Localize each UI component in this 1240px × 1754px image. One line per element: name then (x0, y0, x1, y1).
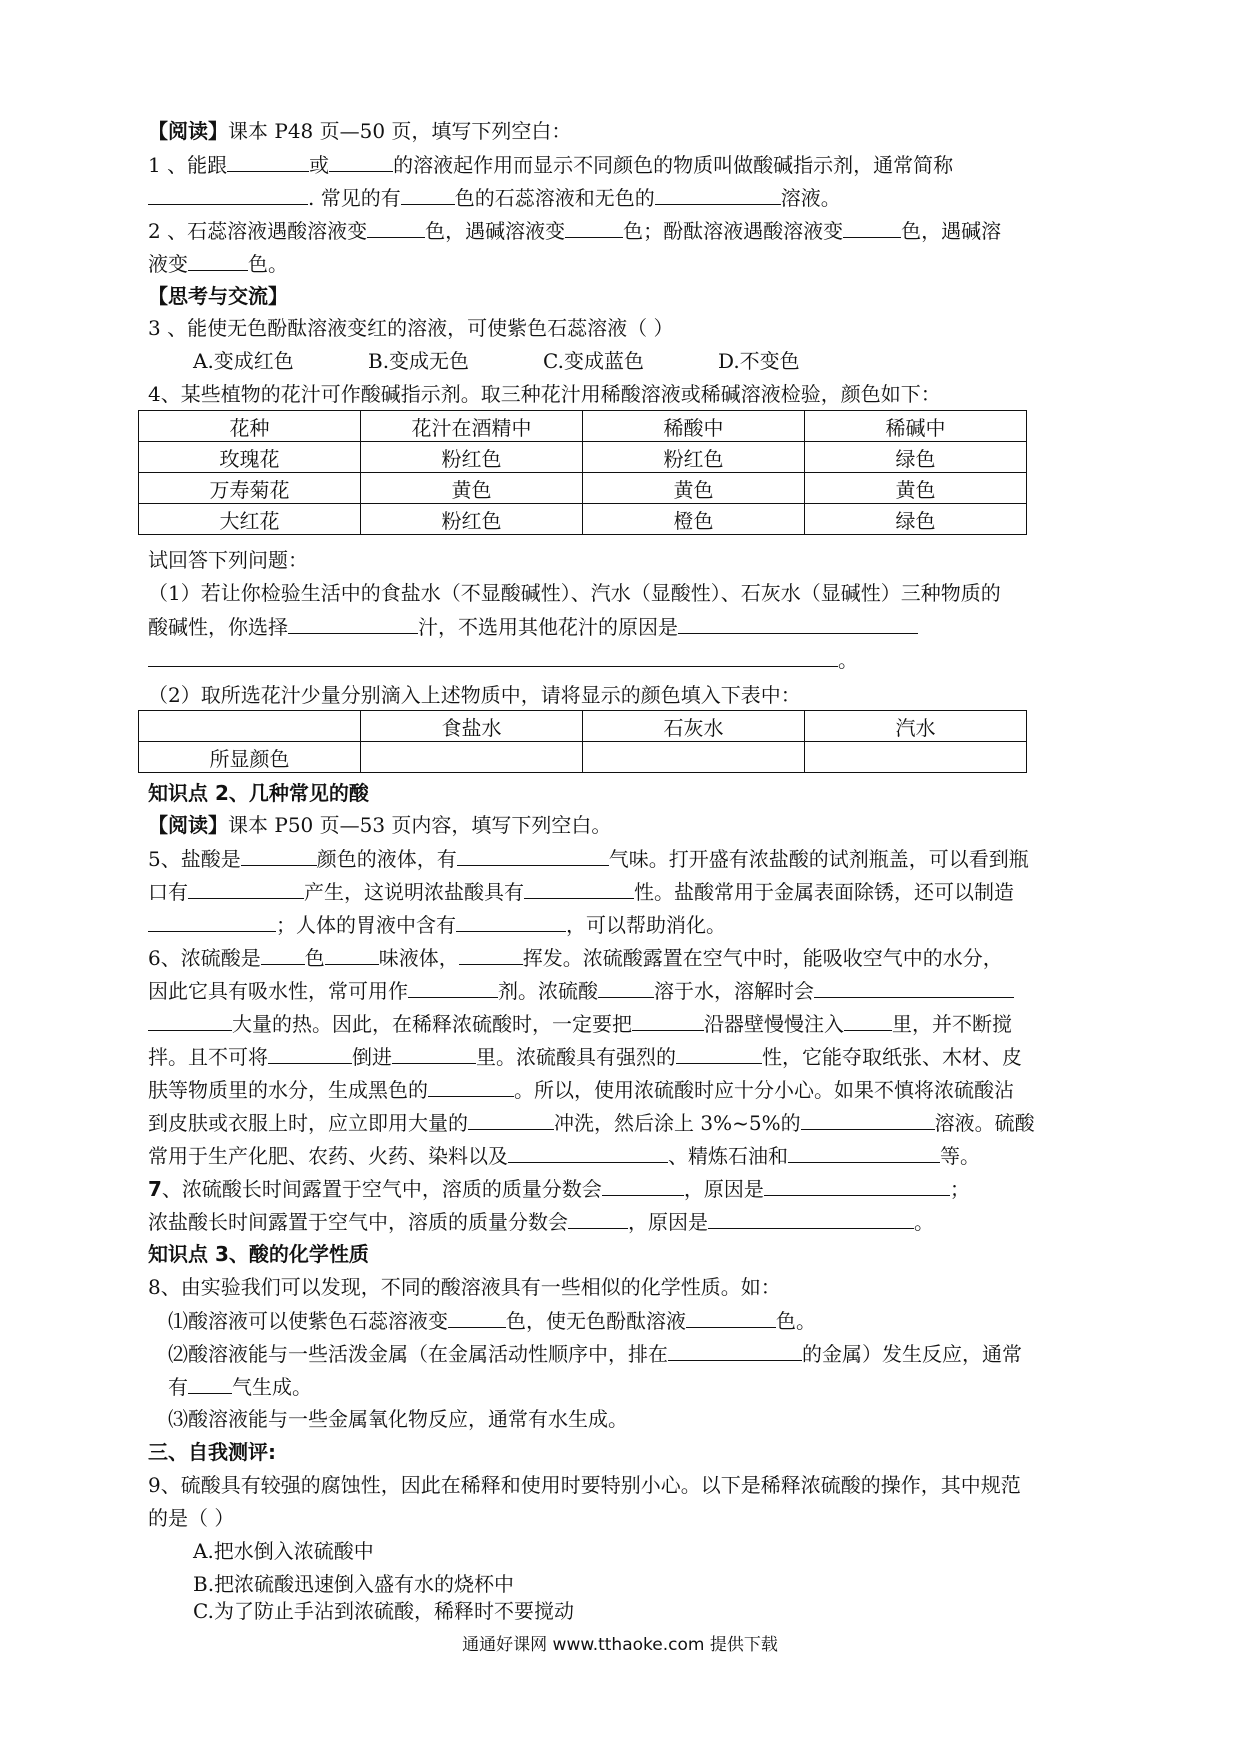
blank[interactable] (456, 909, 566, 932)
table-header: 稀碱中 (805, 411, 1027, 442)
blank[interactable] (814, 975, 1014, 998)
table-cell: 粉红色 (583, 442, 805, 473)
q8-text: 的金属）发生反应，通常 (802, 1342, 1022, 1366)
q3-option-d[interactable]: D.不变色 (718, 349, 800, 373)
q6-text: 剂。浓硫酸 (498, 979, 598, 1003)
table-cell: 橙色 (583, 504, 805, 535)
q6-text: 溶于水，溶解时会 (654, 979, 814, 1003)
blank[interactable] (565, 215, 623, 238)
table-cell: 粉红色 (361, 442, 583, 473)
q5-text: 性。盐酸常用于金属表面除锈，还可以制造 (634, 880, 1014, 904)
blank[interactable] (268, 1041, 352, 1064)
q1-text-b: 或 (309, 153, 330, 177)
answer-cell[interactable] (361, 742, 583, 773)
table-row (139, 442, 1027, 473)
blank[interactable] (241, 843, 317, 866)
blank[interactable] (457, 843, 609, 866)
answer-cell[interactable] (805, 742, 1027, 773)
blank[interactable] (148, 644, 838, 667)
blank[interactable] (524, 876, 634, 899)
q9-stem-line1: 9、硫酸具有较强的腐蚀性，因此在稀释和使用时要特别小心。以下是稀释浓硫酸的操作，其中规范 (148, 1473, 1021, 1497)
q6-text: 到皮肤或衣服上时，应立即用大量的 (148, 1111, 468, 1135)
q6-text: 大量的热。因此，在稀释浓硫酸时，一定要把 (232, 1012, 632, 1036)
blank[interactable] (148, 1008, 232, 1031)
q6-text: 溶液。硫酸 (934, 1111, 1035, 1135)
blank[interactable] (843, 215, 901, 238)
table-header: 花种 (139, 411, 361, 442)
kp2-title: 知识点 2、几种常见的酸 (148, 781, 369, 805)
q7-line2 (148, 1206, 1103, 1237)
reading1-text: 课本 P48 页—50 页，填写下列空白： (228, 119, 572, 143)
q3-option-a[interactable]: A.变成红色 (193, 349, 294, 373)
q6-text: 。所以，使用浓硫酸时应十分小心。如果不慎将浓硫酸沾 (514, 1078, 1014, 1102)
blank[interactable] (655, 182, 781, 205)
blank[interactable] (227, 149, 309, 172)
q6-text: 沿器壁慢慢注入 (704, 1012, 844, 1036)
q8-part1 (168, 1305, 1123, 1336)
q8-part3: ⑶酸溶液能与一些金属氧化物反应，通常有水生成。 (168, 1407, 628, 1431)
answer-cell[interactable] (583, 742, 805, 773)
blank[interactable] (392, 1041, 476, 1064)
blank[interactable] (459, 942, 523, 965)
blank[interactable] (686, 1305, 776, 1328)
table-header: 食盐水 (361, 711, 583, 742)
q6-line7 (148, 1140, 1103, 1171)
q6-text: 、精炼石油和 (668, 1144, 788, 1168)
q5-text: ；人体的胃液中含有 (276, 913, 456, 937)
q6-line3 (148, 1008, 1103, 1039)
q7-text: 浓盐酸长时间露置于空气中，溶质的质量分数会 (148, 1210, 568, 1234)
table-row (139, 504, 1027, 535)
q2-line1 (148, 215, 1103, 246)
q8-text: 有 (168, 1375, 188, 1399)
q2-text-d: 色，遇碱溶 (901, 219, 1002, 243)
kp3-title: 知识点 3、酸的化学性质 (148, 1242, 369, 1266)
q6-text: 冲洗，然后涂上 3%~5%的 (554, 1111, 801, 1135)
reading1-title: 【阅读】 (148, 119, 228, 143)
q6-line5 (148, 1074, 1103, 1105)
table-row (139, 742, 1027, 773)
table-header-row (139, 411, 1027, 442)
q2-text-f: 色。 (248, 252, 288, 276)
table-cell: 黄色 (361, 473, 583, 504)
q6-text: 常用于生产化肥、农药、火药、染料以及 (148, 1144, 508, 1168)
q5-text: 口有 (148, 880, 188, 904)
q4-part1-line2 (148, 611, 1103, 642)
q9-option-a[interactable]: A.把水倒入浓硫酸中 (193, 1539, 374, 1563)
table-cell: 黄色 (805, 473, 1027, 504)
blank[interactable] (408, 975, 498, 998)
q6-line1 (148, 942, 1103, 973)
color-table (138, 710, 1027, 773)
table-cell: 大红花 (139, 504, 361, 535)
blank[interactable] (801, 1107, 935, 1130)
blank[interactable] (708, 1206, 914, 1229)
table-cell: 绿色 (805, 504, 1027, 535)
q7-text: ，原因是 (628, 1210, 708, 1234)
q6-line6 (148, 1107, 1103, 1138)
blank[interactable] (468, 1107, 554, 1130)
blank[interactable] (325, 942, 379, 965)
q5-text: 气味。打开盛有浓盐酸的试剂瓶盖，可以看到瓶 (608, 847, 1029, 871)
blank[interactable] (188, 1371, 232, 1394)
blank[interactable] (367, 215, 425, 238)
q5-line2 (148, 876, 1103, 907)
q4-part2: （2）取所选花汁少量分别滴入上述物质中，请将显示的颜色填入下表中： (148, 683, 801, 707)
table-cell: 粉红色 (361, 504, 583, 535)
reading2-text: 课本 P50 页—53 页内容，填写下列空白。 (228, 813, 612, 837)
q5-text: ，可以帮助消化。 (566, 913, 726, 937)
table-row (139, 473, 1027, 504)
blank[interactable] (148, 909, 276, 932)
q6-text: 等。 (940, 1144, 980, 1168)
q3-option-c[interactable]: C.变成蓝色 (543, 349, 644, 373)
blank[interactable] (448, 1305, 506, 1328)
q8-text: 色。 (776, 1309, 816, 1333)
table-header-row (139, 711, 1027, 742)
blank[interactable] (401, 182, 455, 205)
table-cell: 所显颜色 (139, 742, 361, 773)
blank[interactable] (148, 182, 308, 205)
q8-part2-line1 (168, 1338, 1123, 1369)
q9-option-c[interactable]: C.为了防止手沾到浓硫酸，稀释时不要搅动 (193, 1599, 574, 1623)
reading1-line (148, 116, 1103, 146)
q2-line2 (148, 248, 1103, 279)
q5-line3 (148, 909, 1103, 940)
q4-text: 酸碱性，你选择 (148, 615, 288, 639)
q1-text-e: 色的石蕊溶液和无色的 (454, 186, 655, 210)
table-cell: 绿色 (805, 442, 1027, 473)
q6-text: 里，并不断搅 (892, 1012, 1012, 1036)
blank[interactable] (764, 1173, 950, 1196)
flower-table (138, 410, 1027, 535)
q6-text: 拌。且不可将 (148, 1045, 268, 1069)
table-header: 汽水 (805, 711, 1027, 742)
q4-stem: 4、某些植物的花汁可作酸碱指示剂。取三种花汁用稀酸溶液或稀碱溶液检验，颜色如下： (148, 382, 941, 406)
q2-text-b: 色，遇碱溶液变 (425, 219, 566, 243)
q8-part2-line2 (168, 1371, 1123, 1402)
reading2-title: 【阅读】 (148, 813, 228, 837)
q4-text: 。 (838, 648, 858, 672)
q6-line4 (148, 1041, 1103, 1072)
q6-text: 肤等物质里的水分，生成黑色的 (148, 1078, 428, 1102)
blank[interactable] (844, 1008, 892, 1031)
blank[interactable] (261, 942, 305, 965)
q6-text: 挥发。浓硫酸露置在空气中时，能吸收空气中的水分， (522, 946, 1003, 970)
q7-text: ，原因是 (683, 1177, 764, 1201)
blank[interactable] (632, 1008, 704, 1031)
q9-option-b[interactable]: B.把浓硫酸迅速倒入盛有水的烧杯中 (193, 1572, 515, 1596)
q7-line1 (148, 1173, 1103, 1204)
blank[interactable] (288, 611, 418, 634)
q1-line2 (148, 182, 1103, 213)
table-cell: 万寿菊花 (139, 473, 361, 504)
blank[interactable] (428, 1074, 514, 1097)
q8-text: ⑵酸溶液能与一些活泼金属（在金属活动性顺序中，排在 (168, 1342, 668, 1366)
think-title: 【思考与交流】 (148, 284, 288, 308)
q6-text: 因此它具有吸水性，常可用作 (148, 979, 408, 1003)
q7-number: 7 (148, 1177, 162, 1201)
table-cell: 黄色 (583, 473, 805, 504)
q4-part1-line3 (148, 644, 1103, 675)
q1-text-c: 的溶液起作用而显示不同颜色的物质叫做酸碱指示剂，通常简称 (393, 153, 954, 177)
q3-option-b[interactable]: B.变成无色 (368, 349, 470, 373)
q1-line1 (148, 149, 1103, 180)
blank[interactable] (678, 611, 918, 634)
blank[interactable] (598, 975, 654, 998)
q5-text: 颜色的液体，有 (316, 847, 457, 871)
q4-part1-line1: （1）若让你检验生活中的食盐水（不显酸碱性）、汽水（显酸性）、石灰水（显碱性）三种物质的 (148, 581, 1001, 605)
q6-text: 倒进 (352, 1045, 392, 1069)
blank[interactable] (668, 1338, 802, 1361)
footer-credit: 通通好课网 www.tthaoke.com 提供下载 (462, 1635, 778, 1655)
blank[interactable] (188, 876, 304, 899)
q7-text: 。 (914, 1210, 934, 1234)
table-header: 稀酸中 (583, 411, 805, 442)
reading2-line (148, 810, 1103, 840)
q6-line2 (148, 975, 1103, 1006)
q3-stem: 3 、能使无色酚酞溶液变红的溶液，可使紫色石蕊溶液（ ） (148, 316, 674, 340)
q4-text: 汁，不选用其他花汁的原因是 (418, 615, 678, 639)
q8-text: 色，使无色酚酞溶液 (506, 1309, 686, 1333)
q6-text: 6、浓硫酸是 (148, 946, 261, 970)
table-header (139, 711, 361, 742)
table-cell: 玫瑰花 (139, 442, 361, 473)
q7-text: ； (949, 1177, 970, 1201)
q8-text: ⑴酸溶液可以使紫色石蕊溶液变 (168, 1309, 448, 1333)
q1-text-f: 溶液。 (780, 186, 841, 210)
q6-text: 里。浓硫酸具有强烈的 (476, 1045, 676, 1069)
q2-text-c: 色；酚酞溶液遇酸溶液变 (623, 219, 844, 243)
self-test-title: 三、自我测评: (148, 1440, 276, 1464)
table-header: 石灰水 (583, 711, 805, 742)
q1-text-d: . 常见的有 (308, 186, 401, 210)
q5-text: 5、盐酸是 (148, 847, 241, 871)
q6-text: 色 (304, 946, 325, 970)
blank[interactable] (329, 149, 393, 172)
q5-line1 (148, 843, 1103, 874)
table-header: 花汁在酒精中 (361, 411, 583, 442)
q9-stem-line2: 的是（ ） (148, 1506, 235, 1530)
q4-prompt: 试回答下列问题： (148, 548, 308, 572)
q8-text: 气生成。 (232, 1375, 312, 1399)
q7-text: 、浓硫酸长时间露置于空气中，溶质的质量分数会 (161, 1177, 602, 1201)
blank[interactable] (188, 248, 248, 271)
q2-text-e: 液变 (148, 252, 188, 276)
q3-options (193, 346, 1148, 376)
blank[interactable] (602, 1173, 684, 1196)
blank[interactable] (788, 1140, 940, 1163)
q5-text: 产生，这说明浓盐酸具有 (304, 880, 524, 904)
blank[interactable] (568, 1206, 628, 1229)
blank[interactable] (508, 1140, 668, 1163)
q6-text: 性，它能夺取纸张、木材、皮 (762, 1045, 1022, 1069)
q2-text-a: 2 、石蕊溶液遇酸溶液变 (148, 219, 368, 243)
q8-stem: 8、由实验我们可以发现，不同的酸溶液具有一些相似的化学性质。如： (148, 1275, 781, 1299)
blank[interactable] (676, 1041, 762, 1064)
q6-text: 味液体， (378, 946, 459, 970)
q1-text-a: 1 、能跟 (148, 153, 228, 177)
